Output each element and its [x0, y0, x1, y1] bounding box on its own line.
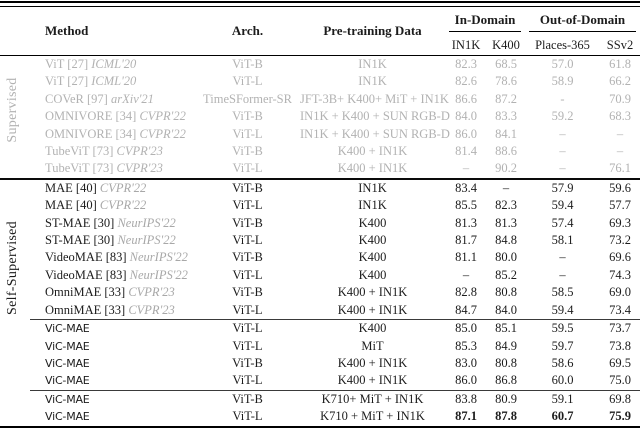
score-cell: 86.6 [455, 91, 477, 106]
score-cell: 81.4 [455, 144, 477, 159]
method-name: MAE [40] [45, 180, 97, 195]
table-row [0, 232, 640, 249]
table-row [0, 267, 640, 284]
method-cell [30, 249, 195, 266]
row-gutter [0, 390, 30, 408]
row-gutter [0, 338, 30, 355]
col-header-places365: Places-365 [525, 35, 600, 56]
header-row-top [0, 7, 640, 35]
arch-cell: ViT-L [232, 233, 263, 248]
score-cell: 57.0 [551, 57, 574, 71]
venue-label: CVPR'22 [99, 180, 147, 195]
score-cell: 73.2 [609, 233, 631, 248]
col-header-pretrain: Pre-training Data [300, 7, 445, 56]
pretrain-cell: K400 + IN1K [337, 161, 408, 176]
pretrain-cell: IN1K + K400 + SUN RGB-D [300, 126, 450, 141]
row-gutter [0, 197, 30, 214]
method-name: ViT [27] [45, 74, 89, 89]
method-name: ViC-MAE [45, 374, 90, 388]
table-row [0, 215, 640, 232]
pretrain-cell: K400 + IN1K [337, 355, 408, 370]
method-name: VideoMAE [83] [45, 267, 127, 282]
table-body [0, 56, 640, 427]
pretrain-cell: IN1K [358, 74, 387, 89]
method-cell [30, 73, 195, 90]
table-row [0, 302, 640, 320]
table-row [0, 126, 640, 143]
venue-label: CVPR'22 [139, 126, 186, 141]
arch-cell: ViT-L [195, 320, 300, 338]
arch-cell: ViT-L [232, 373, 263, 388]
score-cell: 69.6 [609, 250, 631, 265]
score-cell: 57.9 [525, 179, 600, 197]
score-cell: 84.9 [495, 338, 517, 353]
method-name: ViC-MAE [45, 392, 90, 406]
method-name: ST-MAE [30] [45, 215, 115, 230]
row-gutter [0, 160, 30, 178]
pretrain-cell: JFT-3B+ K400+ MiT + IN1K [300, 91, 449, 106]
score-cell: – [462, 267, 470, 282]
arch-cell: ViT-B [232, 57, 263, 71]
method-name: ViT [27] [45, 57, 89, 71]
score-cell: 85.1 [487, 320, 525, 338]
venue-label: ICML'20 [91, 57, 137, 71]
arch-cell: ViT-L [232, 302, 263, 317]
method-cell [30, 126, 195, 143]
method-cell [30, 338, 195, 355]
score-cell: 58.6 [551, 355, 574, 370]
score-cell: 84.8 [495, 233, 517, 248]
method-name: OMNIVORE [34] [45, 126, 137, 141]
score-cell: 69.5 [609, 355, 631, 370]
venue-label: CVPR'23 [128, 302, 175, 317]
score-cell: 68.3 [609, 109, 631, 124]
score-cell: 84.1 [495, 126, 517, 141]
arch-cell: ViT-B [232, 355, 263, 370]
method-name: ViC-MAE [45, 322, 90, 336]
table-row [0, 284, 640, 301]
score-cell: – [559, 250, 566, 265]
score-cell: 80.8 [495, 355, 517, 370]
score-cell: - [560, 91, 565, 106]
method-cell [30, 160, 195, 178]
method-name: VideoMAE [83] [45, 250, 127, 265]
score-cell: – [559, 267, 566, 282]
pretrain-cell: K400 [358, 215, 387, 230]
table-row [0, 249, 640, 266]
venue-label: CVPR'22 [99, 198, 147, 213]
method-name: MAE [40] [45, 198, 97, 213]
venue-label: arXiv'21 [110, 91, 154, 106]
col-header-k400: K400 [487, 35, 525, 56]
method-name: ViC-MAE [45, 356, 90, 370]
header-gutter [0, 7, 30, 56]
method-cell [30, 179, 195, 197]
table-row [0, 408, 640, 426]
score-cell: 80.8 [495, 285, 517, 300]
method-name: COVeR [97] [45, 91, 108, 106]
score-cell: 83.4 [445, 179, 487, 197]
method-cell [30, 267, 195, 284]
score-cell: 81.3 [455, 215, 477, 230]
venue-label: NeurIPS'22 [129, 250, 188, 265]
method-name: TubeViT [73] [45, 161, 114, 176]
score-cell: 74.3 [609, 267, 631, 282]
pretrain-cell: K400 [300, 320, 445, 338]
row-gutter [0, 56, 30, 74]
venue-label: CVPR'23 [128, 285, 175, 300]
arch-cell: ViT-L [232, 126, 263, 141]
venue-label: CVPR'23 [116, 161, 163, 176]
score-cell: 87.8 [495, 409, 517, 424]
pretrain-cell: K400 [358, 233, 387, 248]
arch-cell: TimeSFormer-SR [203, 91, 292, 106]
table-row [0, 197, 640, 214]
col-header-method: Method [30, 7, 195, 56]
score-cell: 60.7 [551, 409, 574, 424]
score-cell: 73.4 [609, 302, 631, 317]
pretrain-cell: K710+ MiT + IN1K [300, 390, 445, 408]
score-cell: – [462, 161, 470, 176]
table-row [0, 390, 640, 408]
row-gutter [0, 355, 30, 372]
venue-label: NeurIPS'22 [117, 215, 176, 230]
arch-cell: ViT-B [232, 215, 263, 230]
score-cell: 59.2 [551, 109, 574, 124]
score-cell: 76.1 [609, 161, 631, 176]
method-name: OMNIVORE [34] [45, 109, 137, 124]
score-cell: 86.0 [455, 126, 477, 141]
pretrain-cell: IN1K + K400 + SUN RGB-D [300, 109, 450, 124]
score-cell: 70.9 [609, 91, 631, 106]
row-gutter [0, 320, 30, 338]
score-cell: 59.4 [551, 198, 574, 213]
score-cell: 84.0 [455, 109, 477, 124]
score-cell: 82.8 [455, 285, 477, 300]
pretrain-cell: K400 + IN1K [337, 373, 408, 388]
method-cell [30, 215, 195, 232]
score-cell: 83.3 [495, 109, 517, 124]
arch-cell: ViT-L [232, 409, 263, 424]
score-cell: – [559, 144, 566, 159]
score-cell: 80.9 [487, 390, 525, 408]
row-gutter [0, 143, 30, 160]
method-cell [30, 302, 195, 320]
score-cell: 59.5 [525, 320, 600, 338]
pretrain-cell: IN1K [358, 198, 387, 213]
method-cell [30, 232, 195, 249]
score-cell: 69.8 [600, 390, 640, 408]
col-header-arch: Arch. [195, 7, 300, 56]
score-cell: 83.8 [445, 390, 487, 408]
method-cell [30, 320, 195, 338]
score-cell: 60.0 [551, 373, 574, 388]
score-cell: 59.7 [551, 338, 574, 353]
score-cell: – [616, 126, 624, 141]
score-cell: 81.7 [455, 233, 477, 248]
pretrain-cell: MiT [361, 338, 384, 353]
arch-cell: ViT-B [232, 285, 263, 300]
pretrain-cell: K400 + IN1K [337, 285, 408, 300]
score-cell: 61.8 [609, 57, 631, 71]
method-cell [30, 108, 195, 125]
score-cell: – [559, 161, 566, 176]
score-cell: 84.0 [495, 302, 517, 317]
method-name: ViC-MAE [45, 410, 90, 424]
score-cell: 73.7 [600, 320, 640, 338]
venue-label: NeurIPS'22 [117, 233, 176, 248]
venue-label: NeurIPS'22 [129, 267, 188, 282]
pretrain-cell: K400 [358, 267, 387, 282]
score-cell: 59.1 [525, 390, 600, 408]
arch-cell: ViT-L [232, 161, 263, 176]
score-cell: 75.0 [609, 373, 631, 388]
table-row [0, 143, 640, 160]
score-cell: 59.4 [551, 302, 574, 317]
score-cell: – [559, 126, 566, 141]
venue-label: CVPR'23 [116, 144, 163, 159]
method-cell [30, 91, 195, 108]
score-cell: 81.3 [495, 215, 517, 230]
score-cell: 78.6 [495, 74, 517, 89]
score-cell: 85.3 [455, 338, 477, 353]
score-cell: 85.5 [455, 198, 477, 213]
score-cell: 57.7 [609, 198, 631, 213]
arch-cell: ViT-L [232, 338, 263, 353]
pretrain-cell: IN1K [358, 57, 387, 71]
group-label-self-supervised: Self-Supervised [5, 221, 20, 315]
score-cell: 82.3 [495, 198, 517, 213]
group-label-supervised: Supervised [5, 77, 20, 143]
score-cell: – [616, 144, 624, 159]
method-name: ST-MAE [30] [45, 233, 115, 248]
table-row [0, 73, 640, 90]
score-cell: – [487, 179, 525, 197]
arch-cell: ViT-B [232, 144, 263, 159]
score-cell: 84.7 [455, 302, 477, 317]
table-row [0, 179, 640, 197]
score-cell: 73.8 [609, 338, 631, 353]
table-header [0, 7, 640, 56]
table-row [0, 372, 640, 390]
score-cell: 85.0 [445, 320, 487, 338]
method-cell [30, 284, 195, 301]
benchmark-table [0, 7, 640, 428]
in-domain-label: In-Domain [449, 12, 521, 32]
score-cell: 85.2 [495, 267, 517, 282]
method-cell [30, 355, 195, 372]
method-name: OmniMAE [33] [45, 285, 126, 300]
score-cell: 90.2 [495, 161, 517, 176]
method-cell [30, 197, 195, 214]
score-cell: 86.8 [495, 373, 517, 388]
score-cell: 88.6 [495, 144, 517, 159]
method-name: TubeViT [73] [45, 144, 114, 159]
table-row [0, 338, 640, 355]
arch-cell: ViT-B [232, 109, 263, 124]
pretrain-cell: K400 + IN1K [337, 144, 408, 159]
score-cell: 83.0 [455, 355, 477, 370]
pretrain-cell: K710 + MiT + IN1K [320, 409, 425, 424]
method-cell [30, 372, 195, 390]
score-cell: 66.2 [609, 74, 631, 89]
pretrain-cell: K400 [358, 250, 387, 265]
out-of-domain-label: Out-of-Domain [529, 12, 636, 32]
score-cell: 87.1 [455, 409, 477, 424]
score-cell: 58.1 [551, 233, 574, 248]
row-gutter [0, 408, 30, 426]
score-cell: 82.6 [455, 74, 477, 89]
col-header-in1k: IN1K [445, 35, 487, 56]
score-cell: 75.9 [609, 409, 631, 424]
arch-cell: ViT-L [232, 267, 263, 282]
row-gutter [0, 179, 30, 197]
table-row [0, 91, 640, 108]
col-header-ssv2: SSv2 [600, 35, 640, 56]
method-cell [30, 408, 195, 426]
pretrain-cell: IN1K [300, 179, 445, 197]
score-cell: 69.0 [609, 285, 631, 300]
pretrain-cell: K400 + IN1K [337, 302, 408, 317]
venue-label: CVPR'22 [139, 109, 186, 124]
method-name: ViC-MAE [45, 339, 90, 353]
method-name: OmniMAE [33] [45, 302, 126, 317]
arch-cell: ViT-B [232, 250, 263, 265]
col-header-out-domain [525, 7, 640, 35]
score-cell: 87.2 [495, 91, 517, 106]
score-cell: 57.4 [551, 215, 574, 230]
score-cell: 86.0 [455, 373, 477, 388]
score-cell: 69.3 [609, 215, 631, 230]
arch-cell: ViT-L [232, 74, 263, 89]
arch-cell: ViT-L [232, 198, 263, 213]
score-cell: 68.5 [495, 57, 517, 71]
score-cell: 58.9 [551, 74, 574, 89]
score-cell: 80.0 [495, 250, 517, 265]
method-cell [30, 56, 195, 74]
col-header-in-domain [445, 7, 525, 35]
method-cell [30, 143, 195, 160]
score-cell: 81.1 [455, 250, 477, 265]
table-row [0, 355, 640, 372]
table-row [0, 160, 640, 178]
score-cell: 82.3 [455, 57, 477, 71]
arch-cell: ViT-B [195, 390, 300, 408]
venue-label: ICML'20 [91, 74, 137, 89]
method-cell [30, 390, 195, 408]
score-cell: 58.5 [551, 285, 574, 300]
table-row [0, 108, 640, 125]
score-cell: 59.6 [600, 179, 640, 197]
arch-cell: ViT-B [195, 179, 300, 197]
row-gutter [0, 372, 30, 390]
table-row [0, 320, 640, 338]
table-row [0, 56, 640, 74]
